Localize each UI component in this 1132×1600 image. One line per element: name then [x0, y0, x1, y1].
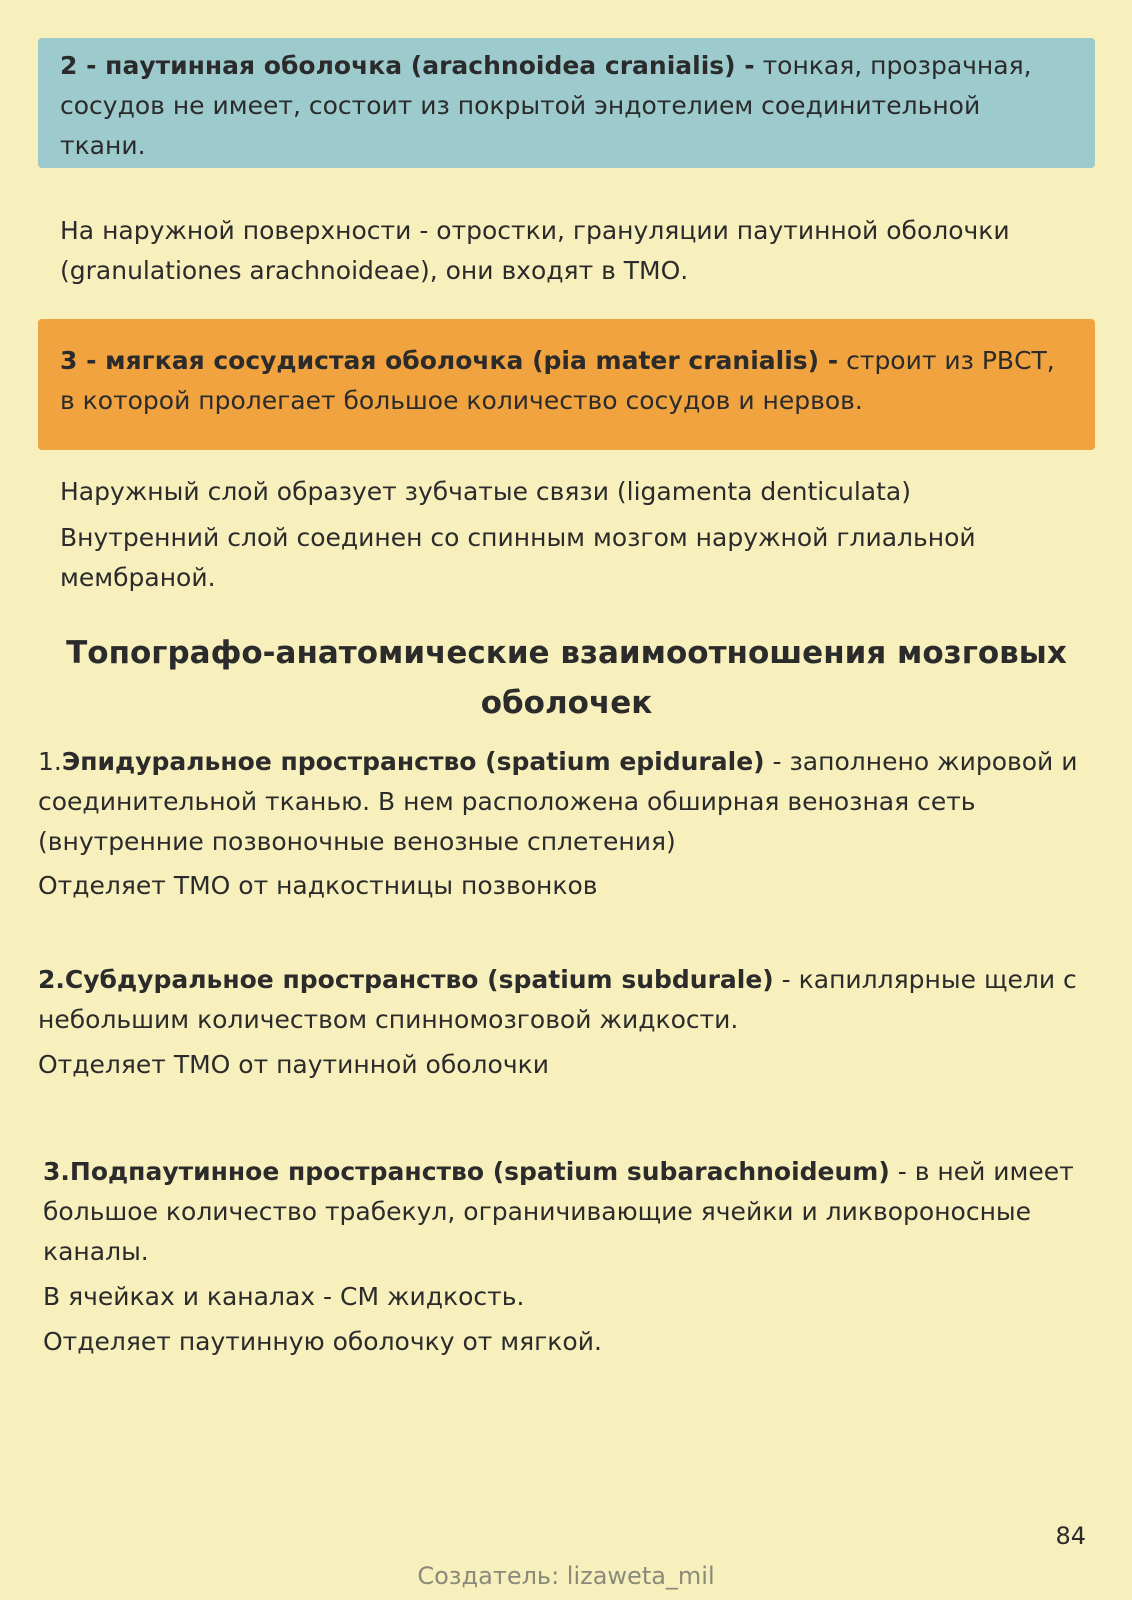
space-subdural-term: 2.Субдуральное пространство (spatium subdurale): [38, 965, 774, 994]
space-epidural-term: Эпидуральное пространство (spatium epidurale): [61, 747, 765, 776]
arachnoid-box: [38, 38, 1095, 168]
footer-credit: Создатель: lizaweta_mil: [417, 1562, 715, 1590]
space-subarachnoid-term: 3.Подпаутинное пространство (spatium subarachnoideum): [43, 1157, 890, 1186]
pia-note-outer: Наружный слой образует зубчатые связи (ligamenta denticulata): [60, 477, 911, 506]
space-subarachnoid: [43, 1152, 1098, 1272]
section-title: Топографо-анатомические взаимоотношения мозговых оболочек: [66, 635, 1067, 721]
space-subdural-note: Отделяет ТМО от паутинной оболочки: [38, 1050, 549, 1079]
space-epidural: [38, 742, 1098, 862]
arachnoid-description: тонкая, прозрачная, сосудов не имеет, состоит из покрытой эндотелием соединительной ткани.: [60, 51, 1032, 160]
arachnoid-note: На наружной поверхности - отростки, грануляции паутинной оболочки (granulationes arachnoideae), они входят в ТМО.: [60, 216, 1010, 285]
space-epidural-description: - заполнено жировой и соединительной тканью. В нем расположена обширная венозная сеть (внутренние позвоночные венозные сплетения): [38, 747, 1078, 856]
pia-term: 3 - мягкая сосудистая оболочка (pia mater cranialis) -: [60, 346, 839, 375]
pia-note-inner: Внутренний слой соединен со спинным мозгом наружной глиальной мембраной.: [60, 523, 976, 592]
space-subdural: [38, 960, 1098, 1040]
pia-box: [38, 319, 1095, 450]
space-epidural-prefix: 1.: [38, 747, 62, 776]
space-subarachnoid-note: В ячейках и каналах - СМ жидкость.: [43, 1282, 525, 1311]
pia-description: строит из РВСТ, в которой пролегает большое количество сосудов и нервов.: [60, 346, 1055, 415]
space-subdural-description: - капиллярные щели с небольшим количеством спинномозговой жидкости.: [38, 965, 1077, 1034]
space-epidural-note: Отделяет ТМО от надкостницы позвонков: [38, 871, 598, 900]
space-subarachnoid-note2: Отделяет паутинную оболочку от мягкой.: [43, 1327, 602, 1356]
space-subarachnoid-description: - в ней имеет большое количество трабекул, ограничивающие ячейки и ликвороносные каналы.: [43, 1157, 1074, 1266]
page-number: 84: [1055, 1522, 1086, 1550]
arachnoid-term: 2 - паутинная оболочка (arachnoidea cranialis) -: [60, 51, 755, 80]
